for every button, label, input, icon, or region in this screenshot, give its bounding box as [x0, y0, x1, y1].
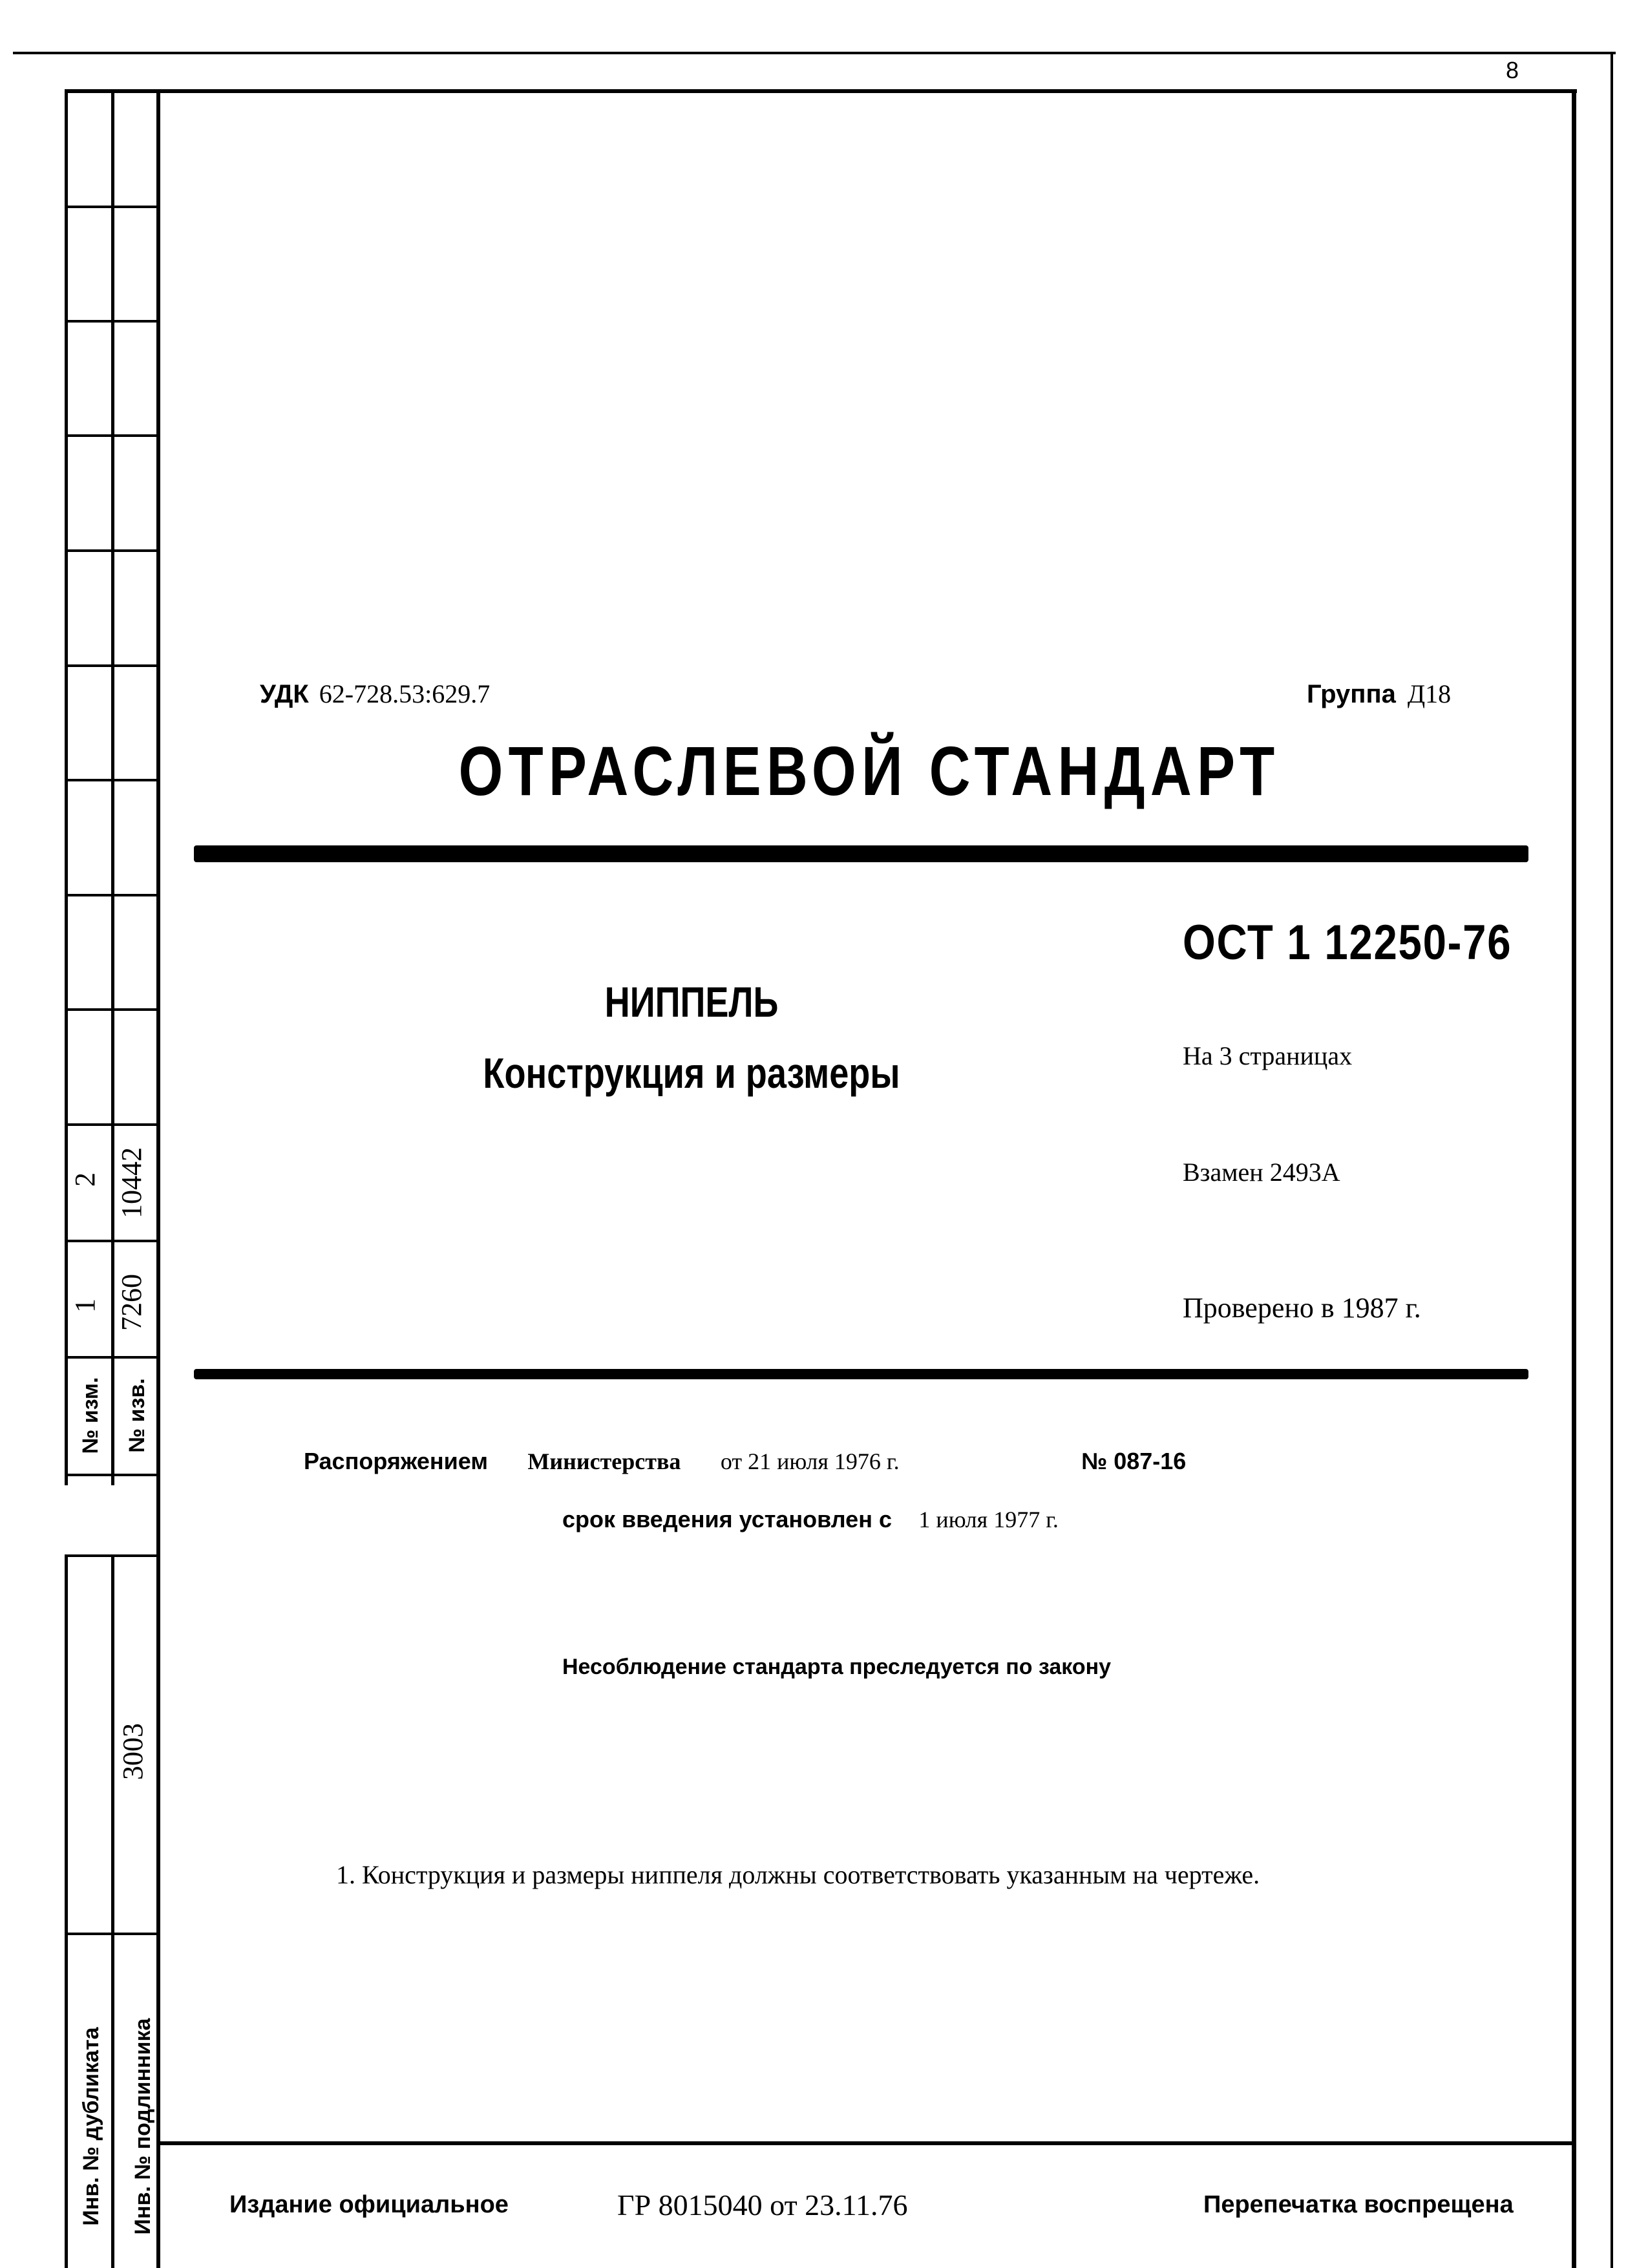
- stamp-row-line: [65, 206, 159, 208]
- legal-warning: Несоблюдение стандарта преследуется по закону: [562, 1655, 1112, 1679]
- group-code: [1307, 679, 1451, 709]
- duplicate-inventory-label: Инв. № дубликата: [79, 2027, 103, 2226]
- stamp-row-line: [65, 1240, 159, 1242]
- stamp-row-line: [65, 1008, 159, 1011]
- stamp-column-line: [111, 89, 114, 1485]
- order-line: [304, 1448, 1186, 1475]
- footer-official-edition: Издание официальное: [229, 2191, 509, 2218]
- footer-reprint-notice: Перепечатка воспрещена: [1203, 2191, 1514, 2218]
- order-label: Распоряжением: [304, 1448, 488, 1474]
- stamp-row-line: [65, 549, 159, 552]
- inner-frame-top: [65, 89, 1577, 93]
- stamp-row-line: [65, 320, 159, 323]
- rev-number-2: 2: [69, 1172, 101, 1187]
- udk-label: УДК: [260, 680, 309, 708]
- notice-number-1: 7260: [116, 1274, 147, 1331]
- paragraph-1: 1. Конструкция и размеры ниппеля должны соответствовать указанным на чертеже.: [336, 1860, 1260, 1889]
- title-rule-bottom: [194, 1369, 1528, 1379]
- order-date: от 21 июля 1976 г.: [720, 1448, 900, 1474]
- notice-label: № изв.: [125, 1378, 149, 1453]
- group-value: Д18: [1407, 679, 1452, 708]
- stamp-row-line: [65, 1123, 159, 1126]
- inner-frame-right: [1572, 89, 1576, 2268]
- product-subtitle: Конструкция и размеры: [483, 1049, 900, 1097]
- stamp-row-line: [65, 1474, 159, 1476]
- order-number: № 087-16: [1081, 1448, 1187, 1474]
- stamp-row-line: [65, 664, 159, 667]
- document-title: ОТРАСЛЕВОЙ СТАНДАРТ: [458, 732, 1280, 810]
- checked-info: Проверено в 1987 г.: [1183, 1292, 1421, 1324]
- stamp-column-line: [65, 89, 68, 1485]
- rev-number-1: 1: [69, 1298, 101, 1313]
- stamp-column-line: [65, 1554, 68, 2268]
- original-inventory-number: 3003: [117, 1723, 149, 1780]
- stamp-row-line: [65, 1356, 159, 1359]
- udk-code: [260, 679, 490, 709]
- stamp-row-line: [65, 894, 159, 896]
- footer-registration: ГР 8015040 от 23.11.76: [617, 2189, 908, 2221]
- page-number: 8: [1506, 57, 1519, 83]
- rev-label: № изм.: [78, 1377, 103, 1454]
- inner-frame-left: [156, 89, 160, 2268]
- outer-frame-right: [1611, 52, 1613, 2268]
- order-ministry: Министерства: [527, 1448, 681, 1474]
- replaces-info: Взамен 2493А: [1183, 1158, 1340, 1187]
- original-inventory-label: Инв. № подлинника: [131, 2018, 155, 2235]
- title-rule-top: [194, 845, 1528, 862]
- intro-date: 1 июля 1977 г.: [918, 1507, 1059, 1532]
- outer-frame-top: [13, 52, 1616, 54]
- notice-number-2: 10442: [116, 1147, 147, 1218]
- standard-designation: ОСТ 1 12250-76: [1183, 915, 1512, 970]
- footer-separator: [156, 2141, 1576, 2145]
- stamp-row-line: [65, 1933, 159, 1935]
- stamp-row-line: [65, 434, 159, 437]
- stamp-column-line: [111, 1554, 114, 2268]
- udk-value: 62-728.53:629.7: [319, 679, 491, 708]
- stamp-row-line: [65, 779, 159, 781]
- group-label: Группа: [1307, 680, 1396, 708]
- product-name: НИППЕЛЬ: [604, 978, 779, 1026]
- pages-info: На 3 страницах: [1183, 1041, 1353, 1070]
- intro-label: срок введения установлен с: [562, 1506, 892, 1532]
- intro-line: [562, 1506, 1059, 1533]
